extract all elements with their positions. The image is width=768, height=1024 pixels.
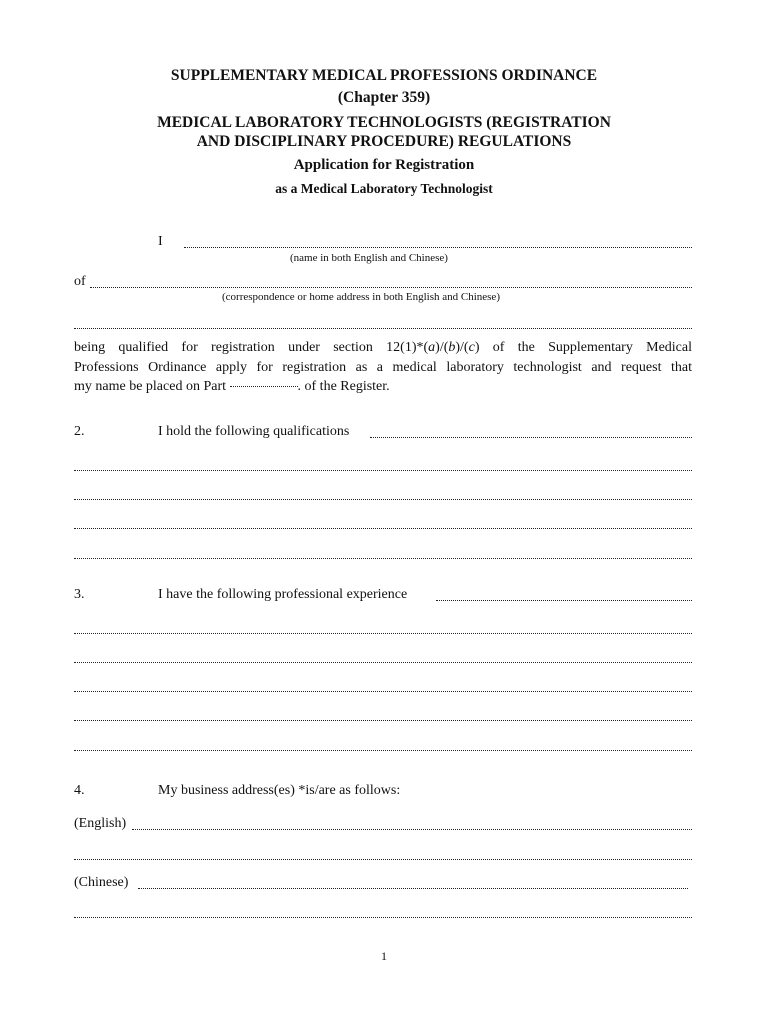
- qualifications-field-line[interactable]: [74, 485, 692, 503]
- name-field[interactable]: [74, 233, 692, 251]
- experience-field-line[interactable]: [74, 619, 692, 637]
- application-subtitle: as a Medical Laboratory Technologist: [275, 181, 493, 196]
- address-field-line-2[interactable]: [74, 314, 692, 332]
- business-address-chinese-line[interactable]: [74, 903, 692, 921]
- address-field[interactable]: [74, 273, 692, 291]
- experience-field[interactable]: [74, 586, 692, 604]
- qualifications-field-line[interactable]: [74, 456, 692, 474]
- register-part-field[interactable]: [230, 386, 298, 387]
- section-4-number: 4.: [74, 783, 85, 798]
- experience-field-line[interactable]: [74, 706, 692, 724]
- business-address-english-field[interactable]: [74, 815, 692, 833]
- page-number: 1: [381, 949, 387, 963]
- i-label: I: [158, 234, 163, 249]
- ordinance-heading: SUPPLEMENTARY MEDICAL PROFESSIONS ORDINANCE: [170, 67, 598, 84]
- of-label: of: [74, 274, 86, 289]
- section-4-text: My business address(es) *is/are as follows:: [158, 783, 401, 798]
- qualifications-field-line[interactable]: [74, 514, 692, 532]
- section-3-text: I have the following professional experience: [158, 587, 408, 602]
- english-label: (English): [74, 816, 127, 831]
- qualifications-field[interactable]: [74, 423, 692, 441]
- regulations-heading-line-1: MEDICAL LABORATORY TECHNOLOGISTS (REGISTRATION: [157, 114, 611, 131]
- section-3-number: 3.: [74, 587, 85, 602]
- declaration-paragraph: [74, 338, 692, 397]
- section-2-text: I hold the following qualifications: [158, 424, 350, 439]
- experience-field-line[interactable]: [74, 736, 692, 754]
- regulations-heading-line-2: AND DISCIPLINARY PROCEDURE) REGULATIONS: [196, 133, 572, 150]
- section-2-number: 2.: [74, 424, 85, 439]
- business-address-english-line[interactable]: [74, 845, 692, 863]
- name-hint: (name in both English and Chinese): [290, 252, 448, 264]
- experience-field-line[interactable]: [74, 677, 692, 695]
- application-title: Application for Registration: [293, 157, 475, 173]
- address-hint: (correspondence or home address in both English and Chinese): [222, 291, 500, 303]
- declaration-line-3: my name be placed on Part . of the Register.: [74, 379, 390, 394]
- declaration-line-2: Professions Ordinance apply for registration as a medical laboratory technologist and request that: [74, 359, 692, 375]
- chinese-label: (Chinese): [74, 875, 129, 890]
- qualifications-field-line[interactable]: [74, 544, 692, 562]
- chapter-heading: (Chapter 359): [337, 89, 431, 106]
- declaration-line-1: being qualified for registration under section 12(1)*(a)/(b)/(c) of the Supplementary Medical: [74, 340, 692, 355]
- business-address-chinese-field[interactable]: [74, 874, 692, 892]
- experience-field-line[interactable]: [74, 648, 692, 666]
